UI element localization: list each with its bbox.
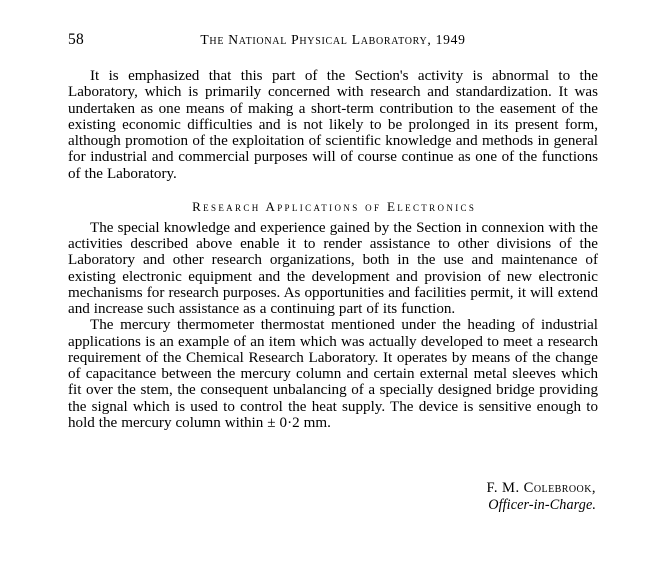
paragraph-special-knowledge: The special knowledge and experience gained by the Section in connexion with the activities described above enable it to render assistance to other divisions of the Laboratory and other research organizations, both in the use and maintenance of existing electronic equipment and the development and provision of new electronic mechanisms for research purposes. As opportunities and facilities permit, it will extend and increase such assistance as a continuing part of its function. bbox=[68, 219, 598, 317]
body-text-block bbox=[68, 68, 598, 431]
signature-role: Officer-in-Charge. bbox=[488, 497, 596, 513]
paragraph-abnormal-activity: It is emphasized that this part of the Section's activity is abnormal to the Laboratory, which is primarily concerned with research and standardization. It was undertaken as one means of making a short-term contribution to the easement of the existing economic difficulties and is not likely to be prolonged in its present form, although promotion of the exploitation of scientific knowledge and methods in general for industrial and commercial purposes will of course continue as one of the functions of the Laboratory. bbox=[68, 68, 598, 182]
running-head-title: The National Physical Laboratory, 1949 bbox=[200, 32, 466, 47]
signature-block bbox=[68, 480, 598, 514]
running-head bbox=[68, 30, 598, 50]
page-number: 58 bbox=[68, 31, 84, 48]
section-heading-research-applications: Research Applications of Electronics bbox=[192, 198, 477, 214]
spacer-before-heading bbox=[68, 182, 598, 199]
paragraph-mercury-thermostat: The mercury thermometer thermostat mentioned under the heading of industrial applications is an example of an item which was actually developed to meet a research requirement of the Chemical Research Laboratory. It operates by means of the change of capacitance between the mercury column and certain external metal sleeves which fit over the stem, the consequent unbalancing of a specially designed bridge providing the signal which is used to control the heat supply. The device is sensitive enough to hold the mercury column within ± 0·2 mm. bbox=[68, 317, 598, 431]
signature-name: F. M. Colebrook, bbox=[486, 480, 596, 496]
